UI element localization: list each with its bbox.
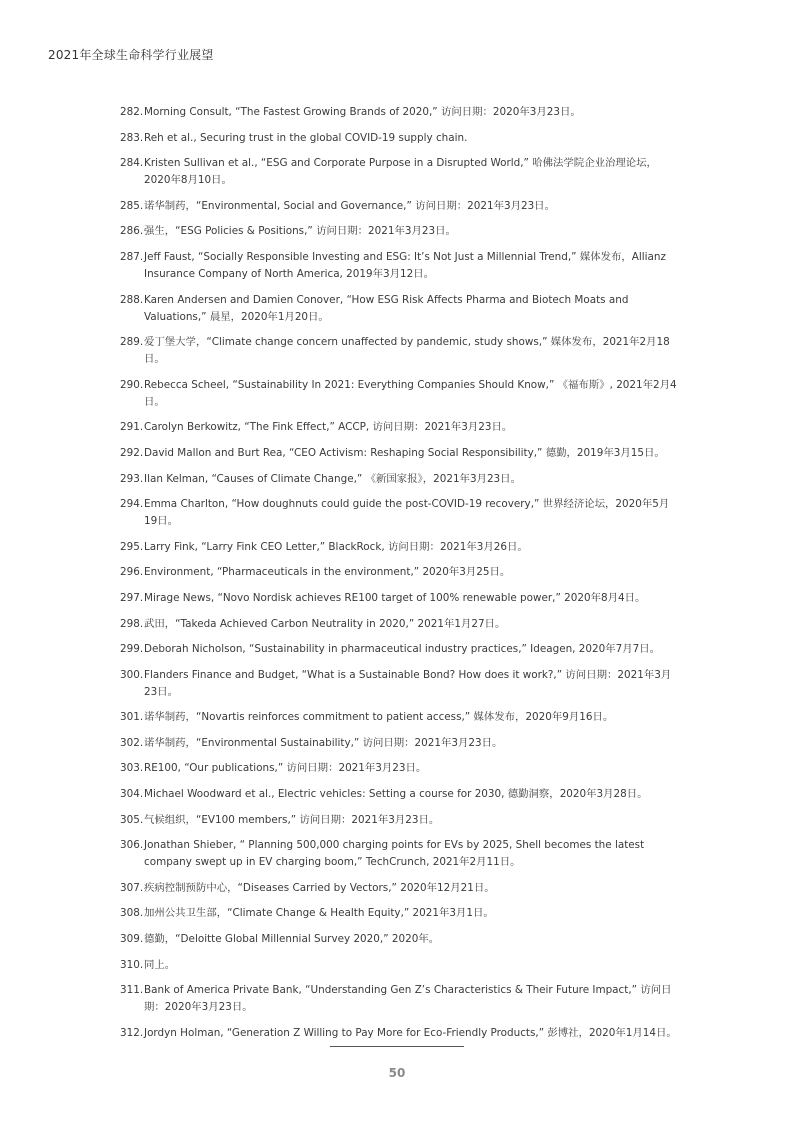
reference-number: 312. xyxy=(120,1026,144,1039)
reference-text: Rebecca Scheel, “Sustainability In 2021: Everything Companies Should Know,” 《福布斯》, 2021年2月4日。 xyxy=(144,378,677,408)
reference-item xyxy=(120,292,680,326)
reference-item xyxy=(120,104,680,121)
reference-number: 309. xyxy=(120,933,144,946)
reference-number: 297. xyxy=(120,591,144,604)
reference-text: Carolyn Berkowitz, “The Fink Effect,” ACCP, 访问日期：2021年3月23日。 xyxy=(144,421,513,434)
reference-text: 德勤，“Deloitte Global Millennial Survey 2020,” 2020年。 xyxy=(144,933,440,946)
reference-item xyxy=(120,931,680,948)
reference-item xyxy=(120,130,680,147)
reference-text: Kristen Sullivan et al., “ESG and Corporate Purpose in a Disrupted World,” 哈佛法学院企业治理论坛，2020年8月10日。 xyxy=(144,157,657,187)
reference-item xyxy=(120,249,680,283)
reference-number: 289. xyxy=(120,336,144,349)
reference-item xyxy=(120,837,680,871)
reference-text: David Mallon and Burt Rea, “CEO Activism: Reshaping Social Responsibility,” 德勤，2019年3月15日。 xyxy=(144,446,665,459)
reference-text: Jordyn Holman, “Generation Z Willing to Pay More for Eco-Friendly Products,” 彭博社，2020年1月14日。 xyxy=(144,1026,677,1039)
reference-number: 294. xyxy=(120,498,144,511)
reference-item xyxy=(120,155,680,189)
reference-text: Bank of America Private Bank, “Understanding Gen Z’s Characteristics & Their Future Impact,” 访问日期：2020年3月23日。 xyxy=(144,984,672,1014)
reference-text: Morning Consult, “The Fastest Growing Brands of 2020,” 访问日期：2020年3月23日。 xyxy=(144,106,581,118)
running-header-title: 2021年全球生命科学行业展望 xyxy=(48,48,214,62)
reference-text: 爱丁堡大学，“Climate change concern unaffected by pandemic, study shows,” 媒体发布，2021年2月18日。 xyxy=(144,336,670,366)
reference-number: 290. xyxy=(120,378,144,391)
reference-text: 疾病控制预防中心，“Diseases Carried by Vectors,” 2020年12月21日。 xyxy=(144,881,495,894)
page-number: 50 xyxy=(388,1066,406,1080)
reference-number: 287. xyxy=(120,250,144,263)
reference-item xyxy=(120,760,680,777)
reference-text: Environment, “Pharmaceuticals in the environment,” 2020年3月25日。 xyxy=(144,566,511,579)
reference-number: 298. xyxy=(120,617,144,630)
reference-text: Ilan Kelman, “Causes of Climate Change,” 《新国家报》，2021年3月23日。 xyxy=(144,472,521,485)
reference-text: 武田，“Takeda Achieved Carbon Neutrality in 2020,” 2021年1月27日。 xyxy=(144,617,506,630)
reference-number: 303. xyxy=(120,762,144,775)
reference-text: Jonathan Shieber, “ Planning 500,000 charging points for EVs by 2025, Shell becomes the latest company swept up in EV charging boom,” TechCrunch, 2021年2月11日。 xyxy=(144,839,645,869)
reference-text: Jeff Faust, “Socially Responsible Investing and ESG: It’s Not Just a Millennial Trend,” 媒体发布，Allianz Insurance Company of North America, 2019年3月12日。 xyxy=(144,250,666,280)
reference-text: 诺华制药，“Environmental, Social and Governance,” 访问日期：2021年3月23日。 xyxy=(144,199,555,212)
reference-number: 305. xyxy=(120,813,144,826)
reference-item xyxy=(120,539,680,556)
reference-text: Michael Woodward et al., Electric vehicles: Setting a course for 2030, 德勤洞察，2020年3月28日。 xyxy=(144,788,648,801)
reference-item xyxy=(120,496,680,530)
reference-item xyxy=(120,471,680,488)
reference-item xyxy=(120,905,680,922)
reference-item xyxy=(120,377,680,411)
reference-item xyxy=(120,709,680,726)
reference-text: Karen Andersen and Damien Conover, “How ESG Risk Affects Pharma and Biotech Moats and Valuations,” 晨星，2020年1月20日。 xyxy=(144,293,629,323)
reference-number: 307. xyxy=(120,881,144,894)
reference-item xyxy=(120,445,680,462)
reference-number: 291. xyxy=(120,421,144,434)
reference-number: 285. xyxy=(120,199,144,212)
reference-text: 加州公共卫生部，“Climate Change & Health Equity,” 2021年3月1日。 xyxy=(144,907,494,920)
reference-number: 288. xyxy=(120,293,144,306)
reference-item xyxy=(120,198,680,215)
reference-text: 气候组织，“EV100 members,” 访问日期：2021年3月23日。 xyxy=(144,813,440,826)
reference-number: 308. xyxy=(120,907,144,920)
reference-text: Mirage News, “Novo Nordisk achieves RE100 target of 100% renewable power,” 2020年8月4日。 xyxy=(144,591,646,604)
reference-number: 292. xyxy=(120,446,144,459)
reference-number: 299. xyxy=(120,643,144,656)
reference-number: 282. xyxy=(120,106,144,118)
reference-item xyxy=(120,616,680,633)
reference-text: Larry Fink, “Larry Fink CEO Letter,” BlackRock, 访问日期：2021年3月26日。 xyxy=(144,540,528,553)
reference-text: 诺华制药，“Environmental Sustainability,” 访问日期：2021年3月23日。 xyxy=(144,736,503,749)
reference-text: Flanders Finance and Budget, “What is a Sustainable Bond? How does it work?,” 访问日期：2021年3月23日。 xyxy=(144,668,672,698)
reference-text: 诺华制药，“Novartis reinforces commitment to patient access,” 媒体发布，2020年9月16日。 xyxy=(144,711,614,724)
reference-item xyxy=(120,667,680,701)
reference-number: 293. xyxy=(120,472,144,485)
reference-item xyxy=(120,735,680,752)
reference-item xyxy=(120,957,680,974)
reference-text: Reh et al., Securing trust in the global COVID-19 supply chain. xyxy=(144,131,468,144)
reference-number: 286. xyxy=(120,225,144,238)
reference-list xyxy=(120,104,680,1050)
reference-item xyxy=(120,564,680,581)
reference-item xyxy=(120,590,680,607)
reference-number: 300. xyxy=(120,668,144,681)
reference-number: 283. xyxy=(120,131,144,144)
reference-number: 306. xyxy=(120,839,144,852)
reference-text: RE100, “Our publications,” 访问日期：2021年3月23日。 xyxy=(144,762,427,775)
reference-item xyxy=(120,812,680,829)
reference-number: 301. xyxy=(120,711,144,724)
reference-number: 295. xyxy=(120,540,144,553)
reference-item xyxy=(120,982,680,1016)
reference-item xyxy=(120,334,680,368)
reference-number: 311. xyxy=(120,984,144,997)
footer-divider xyxy=(330,1046,464,1047)
reference-item xyxy=(120,641,680,658)
reference-item xyxy=(120,880,680,897)
reference-number: 302. xyxy=(120,736,144,749)
reference-number: 304. xyxy=(120,788,144,801)
reference-item xyxy=(120,1025,680,1042)
reference-item xyxy=(120,786,680,803)
reference-number: 284. xyxy=(120,157,144,170)
reference-item xyxy=(120,419,680,436)
reference-item xyxy=(120,223,680,240)
reference-number: 310. xyxy=(120,958,144,971)
reference-text: Deborah Nicholson, “Sustainability in pharmaceutical industry practices,” Ideagen, 2020年7月7日。 xyxy=(144,643,661,656)
reference-number: 296. xyxy=(120,566,144,579)
reference-text: Emma Charlton, “How doughnuts could guide the post-COVID-19 recovery,” 世界经济论坛，2020年5月19日。 xyxy=(144,498,670,528)
reference-text: 同上。 xyxy=(144,958,176,971)
reference-text: 强生，“ESG Policies & Positions,” 访问日期：2021年3月23日。 xyxy=(144,225,456,238)
